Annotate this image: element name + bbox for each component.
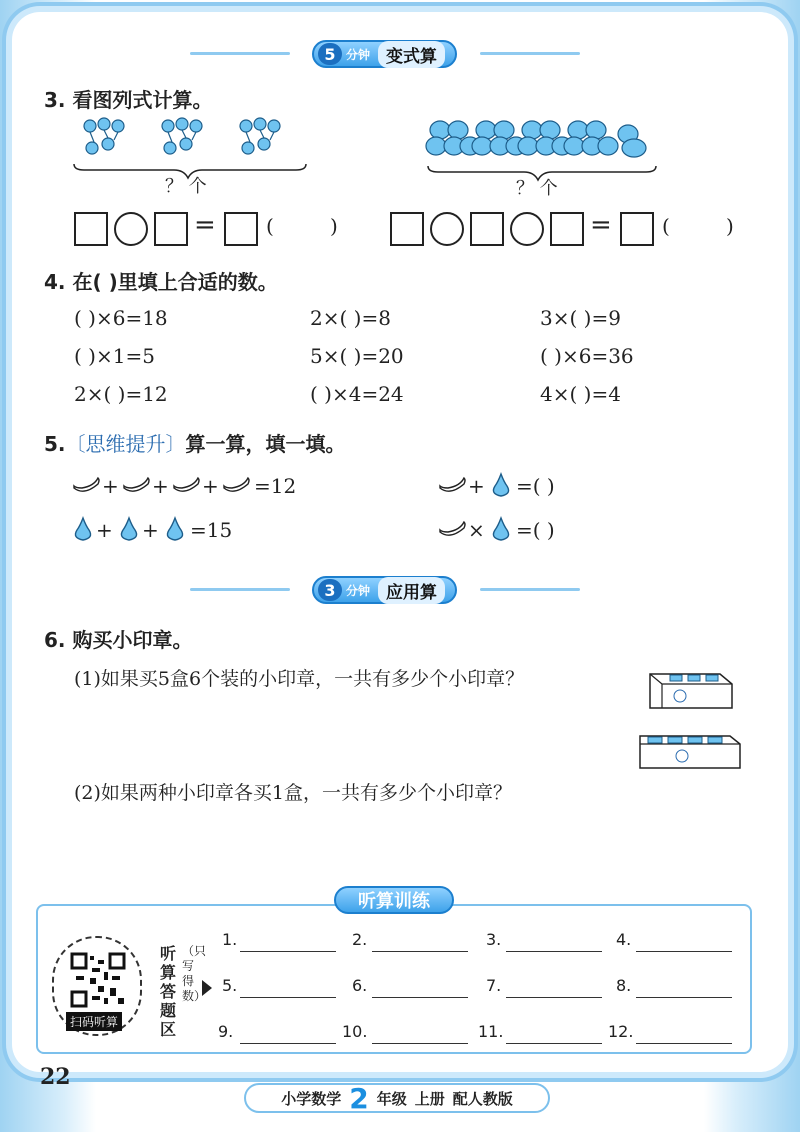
fill-equation[interactable]: 2×( )=12 xyxy=(74,382,168,406)
pear-icon xyxy=(490,472,514,500)
edition: 配人教版 xyxy=(452,1089,513,1108)
stamp-box-5-icon xyxy=(636,728,744,772)
answer-area-label: 听算答题区 xyxy=(160,944,177,1039)
question-6-part-2: (2)如果两种小印章各买1盒，一共有多少个小印章？ xyxy=(74,782,513,804)
pear-icon xyxy=(72,516,96,544)
plus-sign: + xyxy=(102,474,119,498)
fill-equation[interactable]: ( )×4=24 xyxy=(310,382,404,406)
equation-result: =15 xyxy=(190,518,233,542)
section-unit: 分钟 xyxy=(346,47,371,62)
grade-label: 年级 xyxy=(376,1089,407,1108)
operator-circle[interactable] xyxy=(114,212,148,246)
fill-equation[interactable]: ( )×6=18 xyxy=(74,306,168,330)
unit-paren-close: ) xyxy=(330,214,338,238)
section-title: 变式算 xyxy=(378,41,445,68)
thinking-tag: 〔思维提升〕 xyxy=(65,432,186,456)
item-number: 2. xyxy=(352,930,368,949)
divider xyxy=(190,52,290,55)
book-info xyxy=(244,1083,550,1113)
item-number: 11. xyxy=(478,1022,504,1041)
banana-icon xyxy=(438,518,468,544)
answer-line[interactable] xyxy=(372,932,468,952)
plus-sign: + xyxy=(468,474,485,498)
unit-paren-open: ( xyxy=(266,214,274,238)
answer-line[interactable] xyxy=(636,932,732,952)
answer-line[interactable] xyxy=(636,978,732,998)
operator-circle[interactable] xyxy=(510,212,544,246)
pear-icon xyxy=(118,516,142,544)
stamp-box-6-icon xyxy=(640,664,736,712)
item-number: 7. xyxy=(486,976,502,995)
section-unit: 分钟 xyxy=(346,583,371,598)
fill-equation[interactable]: 5×( )=20 xyxy=(310,344,404,368)
answer-box[interactable] xyxy=(470,212,504,246)
fill-equation[interactable]: 2×( )=8 xyxy=(310,306,391,330)
listening-title: 听算训练 xyxy=(358,891,430,912)
answer-blank[interactable]: =( ) xyxy=(516,474,555,498)
answer-line[interactable] xyxy=(240,932,336,952)
volume: 上册 xyxy=(414,1089,445,1108)
fill-equation[interactable]: 4×( )=4 xyxy=(540,382,621,406)
question-6-part-1: (1)如果买5盒6个装的小印章，一共有多少个小印章？ xyxy=(74,668,525,690)
banana-icon xyxy=(222,474,252,500)
answer-box[interactable] xyxy=(224,212,258,246)
item-number: 1. xyxy=(222,930,238,949)
answer-line[interactable] xyxy=(506,932,602,952)
subject: 小学数学 xyxy=(281,1089,342,1108)
equation-result: =12 xyxy=(254,474,297,498)
listening-header xyxy=(334,886,454,914)
answer-line[interactable] xyxy=(372,1024,468,1044)
item-number: 9. xyxy=(218,1022,234,1041)
left-caption: ？ 个 xyxy=(165,176,207,197)
equals-sign: = xyxy=(590,210,612,240)
pear-icon xyxy=(490,516,514,544)
grade-number: 2 xyxy=(349,1081,369,1115)
question-3-title: 3. 看图列式计算。 xyxy=(44,88,213,112)
equals-sign: = xyxy=(194,210,216,240)
item-number: 8. xyxy=(616,976,632,995)
unit-paren-open: ( xyxy=(662,214,670,238)
operator-circle[interactable] xyxy=(430,212,464,246)
unit-paren-close: ) xyxy=(726,214,734,238)
fill-equation[interactable]: ( )×1=5 xyxy=(74,344,155,368)
answer-line[interactable] xyxy=(240,1024,336,1044)
answer-area-note: （只写得数） xyxy=(182,944,207,1003)
answer-line[interactable] xyxy=(240,978,336,998)
item-number: 12. xyxy=(608,1022,634,1041)
item-number: 5. xyxy=(222,976,238,995)
scan-label: 扫码听算 xyxy=(66,1012,122,1031)
times-sign: × xyxy=(468,518,485,542)
section-minutes: 3 xyxy=(318,579,342,601)
answer-box[interactable] xyxy=(74,212,108,246)
divider xyxy=(190,588,290,591)
question-number: 5. xyxy=(44,432,66,456)
plus-sign: + xyxy=(96,518,113,542)
section-title: 应用算 xyxy=(378,577,445,604)
answer-box[interactable] xyxy=(154,212,188,246)
fill-equation[interactable]: 3×( )=9 xyxy=(540,306,621,330)
pear-icon xyxy=(164,516,188,544)
item-number: 3. xyxy=(486,930,502,949)
item-number: 10. xyxy=(342,1022,368,1041)
divider xyxy=(480,588,580,591)
banana-icon xyxy=(72,474,102,500)
answer-line[interactable] xyxy=(372,978,468,998)
qr-code-icon[interactable] xyxy=(70,952,126,1008)
answer-box[interactable] xyxy=(550,212,584,246)
answer-box[interactable] xyxy=(390,212,424,246)
section-header-variant xyxy=(312,40,457,68)
answer-line[interactable] xyxy=(506,978,602,998)
plus-sign: + xyxy=(152,474,169,498)
question-4-title: 4. 在( )里填上合适的数。 xyxy=(44,270,278,294)
banana-icon xyxy=(172,474,202,500)
item-number: 4. xyxy=(616,930,632,949)
fill-equation[interactable]: ( )×6=36 xyxy=(540,344,634,368)
page-number: 22 xyxy=(40,1064,71,1090)
arrow-icon xyxy=(202,980,212,996)
banana-icon xyxy=(438,474,468,500)
plus-sign: + xyxy=(202,474,219,498)
question-text: 算一算，填一填。 xyxy=(185,432,346,456)
plus-sign: + xyxy=(142,518,159,542)
section-header-application xyxy=(312,576,457,604)
answer-box[interactable] xyxy=(620,212,654,246)
item-number: 6. xyxy=(352,976,368,995)
right-caption: ？ 个 xyxy=(516,178,558,199)
section-minutes: 5 xyxy=(318,43,342,65)
answer-blank[interactable]: =( ) xyxy=(516,518,555,542)
answer-line[interactable] xyxy=(636,1024,732,1044)
answer-line[interactable] xyxy=(506,1024,602,1044)
question-5-title xyxy=(44,428,346,457)
divider xyxy=(480,52,580,55)
banana-icon xyxy=(122,474,152,500)
question-6-title: 6. 购买小印章。 xyxy=(44,628,193,652)
